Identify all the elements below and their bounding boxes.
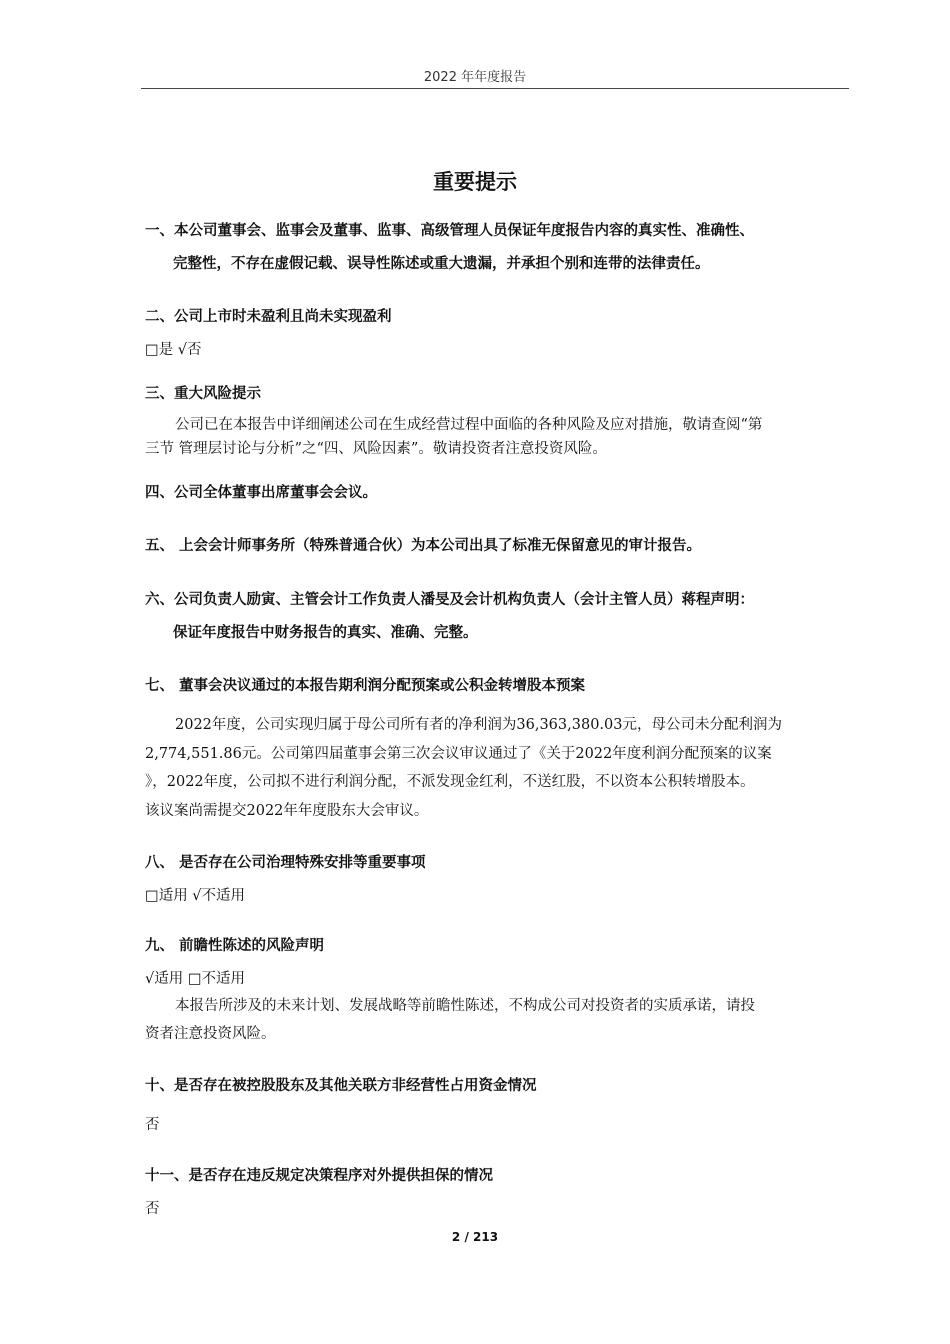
section-7-line-2: 2,774,551.86元。公司第四届董事会第三次会议审议通过了《关于2022年度利润分配预案的议案 [145, 746, 772, 762]
report-header-title: 2022 年年度报告 [423, 70, 527, 85]
section-6-line-2: 保证年度报告中财务报告的真实、准确、完整。 [173, 625, 478, 641]
section-11-answer: 否 [145, 1201, 160, 1217]
page-title: 重要提示 [433, 170, 517, 194]
page-number: 2 / 213 [451, 1230, 499, 1244]
section-9-heading: 九、 前瞻性陈述的风险声明 [145, 938, 325, 954]
section-7-line-3: 》，2022年度，公司拟不进行利润分配，不派发现金红利，不送红股，不以资本公积转增股本。 [145, 774, 755, 790]
section-6-line-1: 六、公司负责人励寅、主管会计工作负责人潘旻及会计机构负责人（会计主管人员）蒋程声明： [145, 592, 754, 608]
section-7-heading: 七、 董事会决议通过的本报告期利润分配预案或公积金转增股本预案 [145, 678, 586, 694]
section-8-choice: □适用 √不适用 [145, 888, 246, 904]
header-divider [141, 88, 849, 89]
section-7-line-4: 该议案尚需提交2022年年度股东大会审议。 [145, 803, 429, 819]
section-3-heading: 三、重大风险提示 [145, 386, 261, 402]
section-1-line-1: 一、本公司董事会、监事会及董事、监事、高级管理人员保证年度报告内容的真实性、准确性、 [145, 223, 754, 239]
section-3-line-1: 公司已在本报告中详细阐述公司在生成经营过程中面临的各种风险及应对措施，敬请查阅“第 [175, 417, 763, 433]
section-9-choice: √适用 □不适用 [145, 971, 246, 987]
section-10-answer: 否 [145, 1117, 160, 1133]
section-7-line-1: 2022年度，公司实现归属于母公司所有者的净利润为36,363,380.03元，母公司未分配利润为 [175, 717, 782, 733]
section-8-heading: 八、 是否存在公司治理特殊安排等重要事项 [145, 855, 426, 871]
section-3-line-2: 三节 管理层讨论与分析”之“四、风险因素”。敬请投资者注意投资风险。 [145, 441, 607, 457]
section-9-line-1: 本报告所涉及的未来计划、发展战略等前瞻性陈述，不构成公司对投资者的实质承诺，请投 [175, 998, 755, 1014]
section-2-choice: □是 √否 [145, 342, 202, 358]
section-1-line-2: 完整性，不存在虚假记载、误导性陈述或重大遗漏，并承担个别和连带的法律责任。 [173, 256, 710, 272]
section-4-heading: 四、公司全体董事出席董事会会议。 [145, 485, 377, 501]
section-9-line-2: 资者注意投资风险。 [145, 1026, 276, 1042]
section-10-heading: 十、是否存在被控股股东及其他关联方非经营性占用资金情况 [145, 1078, 537, 1094]
section-11-heading: 十一、是否存在违反规定决策程序对外提供担保的情况 [145, 1168, 493, 1184]
section-5-heading: 五、 上会会计师事务所（特殊普通合伙）为本公司出具了标准无保留意见的审计报告。 [145, 538, 702, 554]
section-2-heading: 二、公司上市时未盈利且尚未实现盈利 [145, 309, 392, 325]
